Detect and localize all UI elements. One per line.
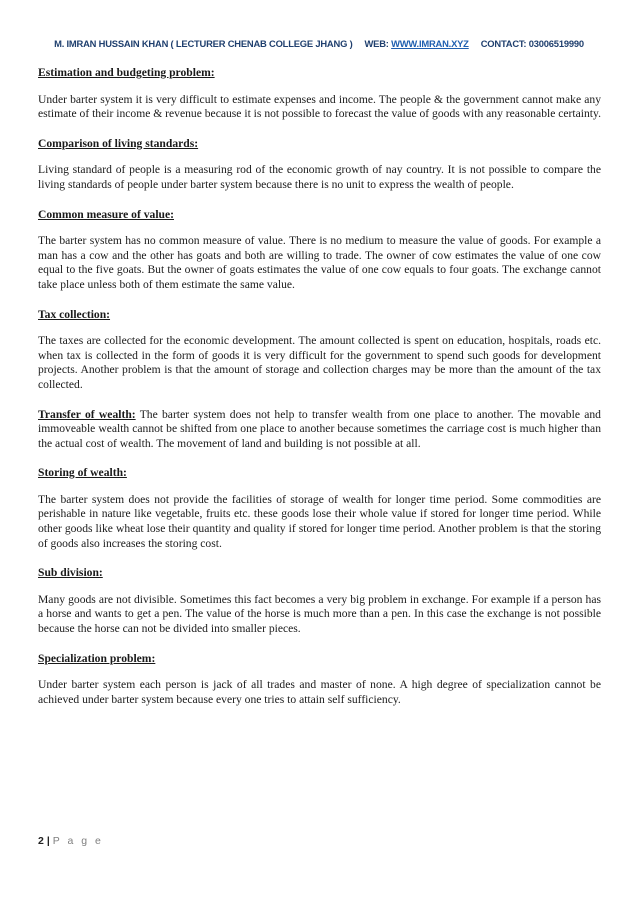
header-author: M. IMRAN HUSSAIN KHAN ( LECTURER CHENAB COLLEGE JHANG ) <box>54 38 353 49</box>
section-heading-storing-of-wealth: Storing of wealth: <box>38 466 127 480</box>
section-heading-transfer-of-wealth: Transfer of wealth: <box>38 407 136 421</box>
header-web-label: WEB: <box>364 38 389 49</box>
section-heading-estimation: Estimation and budgeting problem: <box>38 66 215 79</box>
section-body-tax-collection: The taxes are collected for the economic development. The amount collected is spent on education, hospitals, roads etc. when tax is collected in the form of goods it is very difficult for the government to spend such goods for development projects. Another problem is that the amount of storage and collection charges may be more than the amount of the tax collected. <box>38 334 601 391</box>
footer-page-label: P a g e <box>52 835 104 847</box>
page-footer <box>38 835 103 847</box>
section-body-measure-of-value: The barter system has no common measure of value. There is no medium to measure the value of goods. For example a man has a cow and the other has goats and both are willing to trade. The owner of cow estimates the value of one cow equal to the five goats. But the owner of goats estimates the value of one cow equals to four goats. The exchange cannot take place unless both of them estimate the same value. <box>38 234 601 291</box>
section-body-transfer-of-wealth: The barter system does not help to transfer wealth from one place to another. The movable and immoveable wealth cannot be shifted from one place to another because sometimes the carriage cost is much higher than the actual cost of wealth. The movement of land and building is not possible at all. <box>38 407 601 450</box>
section-body-living-standards: Living standard of people is a measuring rod of the economic growth of nay country. It is not possible to compare the living standards of people under barter system because there is no unit to express the wealth of people. <box>38 163 601 191</box>
header-contact: CONTACT: 03006519990 <box>480 38 584 49</box>
section-body-sub-division: Many goods are not divisible. Sometimes this fact becomes a very big problem in exchange. For example if a person has a horse and wants to get a pen. The value of the horse is much more than a pen. In this case the exchange is not possible because the horse can not be divided into smaller pieces. <box>38 592 601 636</box>
header-web-link[interactable]: WWW.IMRAN.XYZ <box>391 38 469 49</box>
section-transfer-of-wealth <box>38 408 601 452</box>
page-header <box>38 38 600 49</box>
section-body-specialization: Under barter system each person is jack of all trades and master of none. A high degree of specialization cannot be achieved under barter system because every one tries to attain self sufficiency. <box>38 678 601 706</box>
section-heading-living-standards: Comparison of living standards: <box>38 136 199 150</box>
document-body <box>38 66 601 722</box>
section-heading-specialization: Specialization problem: <box>38 651 156 665</box>
section-body-estimation: Under barter system it is very difficult to estimate expenses and income. The people & the government cannot make any estimate of their income & revenue because it is not possible to forecast the value of goods with any reasonable certainty. <box>38 92 601 121</box>
section-heading-sub-division: Sub division: <box>38 566 103 580</box>
section-body-storing-of-wealth: The barter system does not provide the facilities of storage of wealth for longer time period. Some commodities are perishable in nature like vegetable, fruits etc. these goods lose their whole value if stored for longer time period. While other goods like wheat lose their quantity and quality if stored for longer time period. Another problem is that the storing of goods also increases the storing cost. <box>38 492 601 550</box>
footer-separator: | <box>46 835 50 847</box>
footer-page-number: 2 <box>38 835 44 847</box>
section-heading-tax-collection: Tax collection: <box>38 307 111 321</box>
section-heading-measure-of-value: Common measure of value: <box>38 207 174 221</box>
